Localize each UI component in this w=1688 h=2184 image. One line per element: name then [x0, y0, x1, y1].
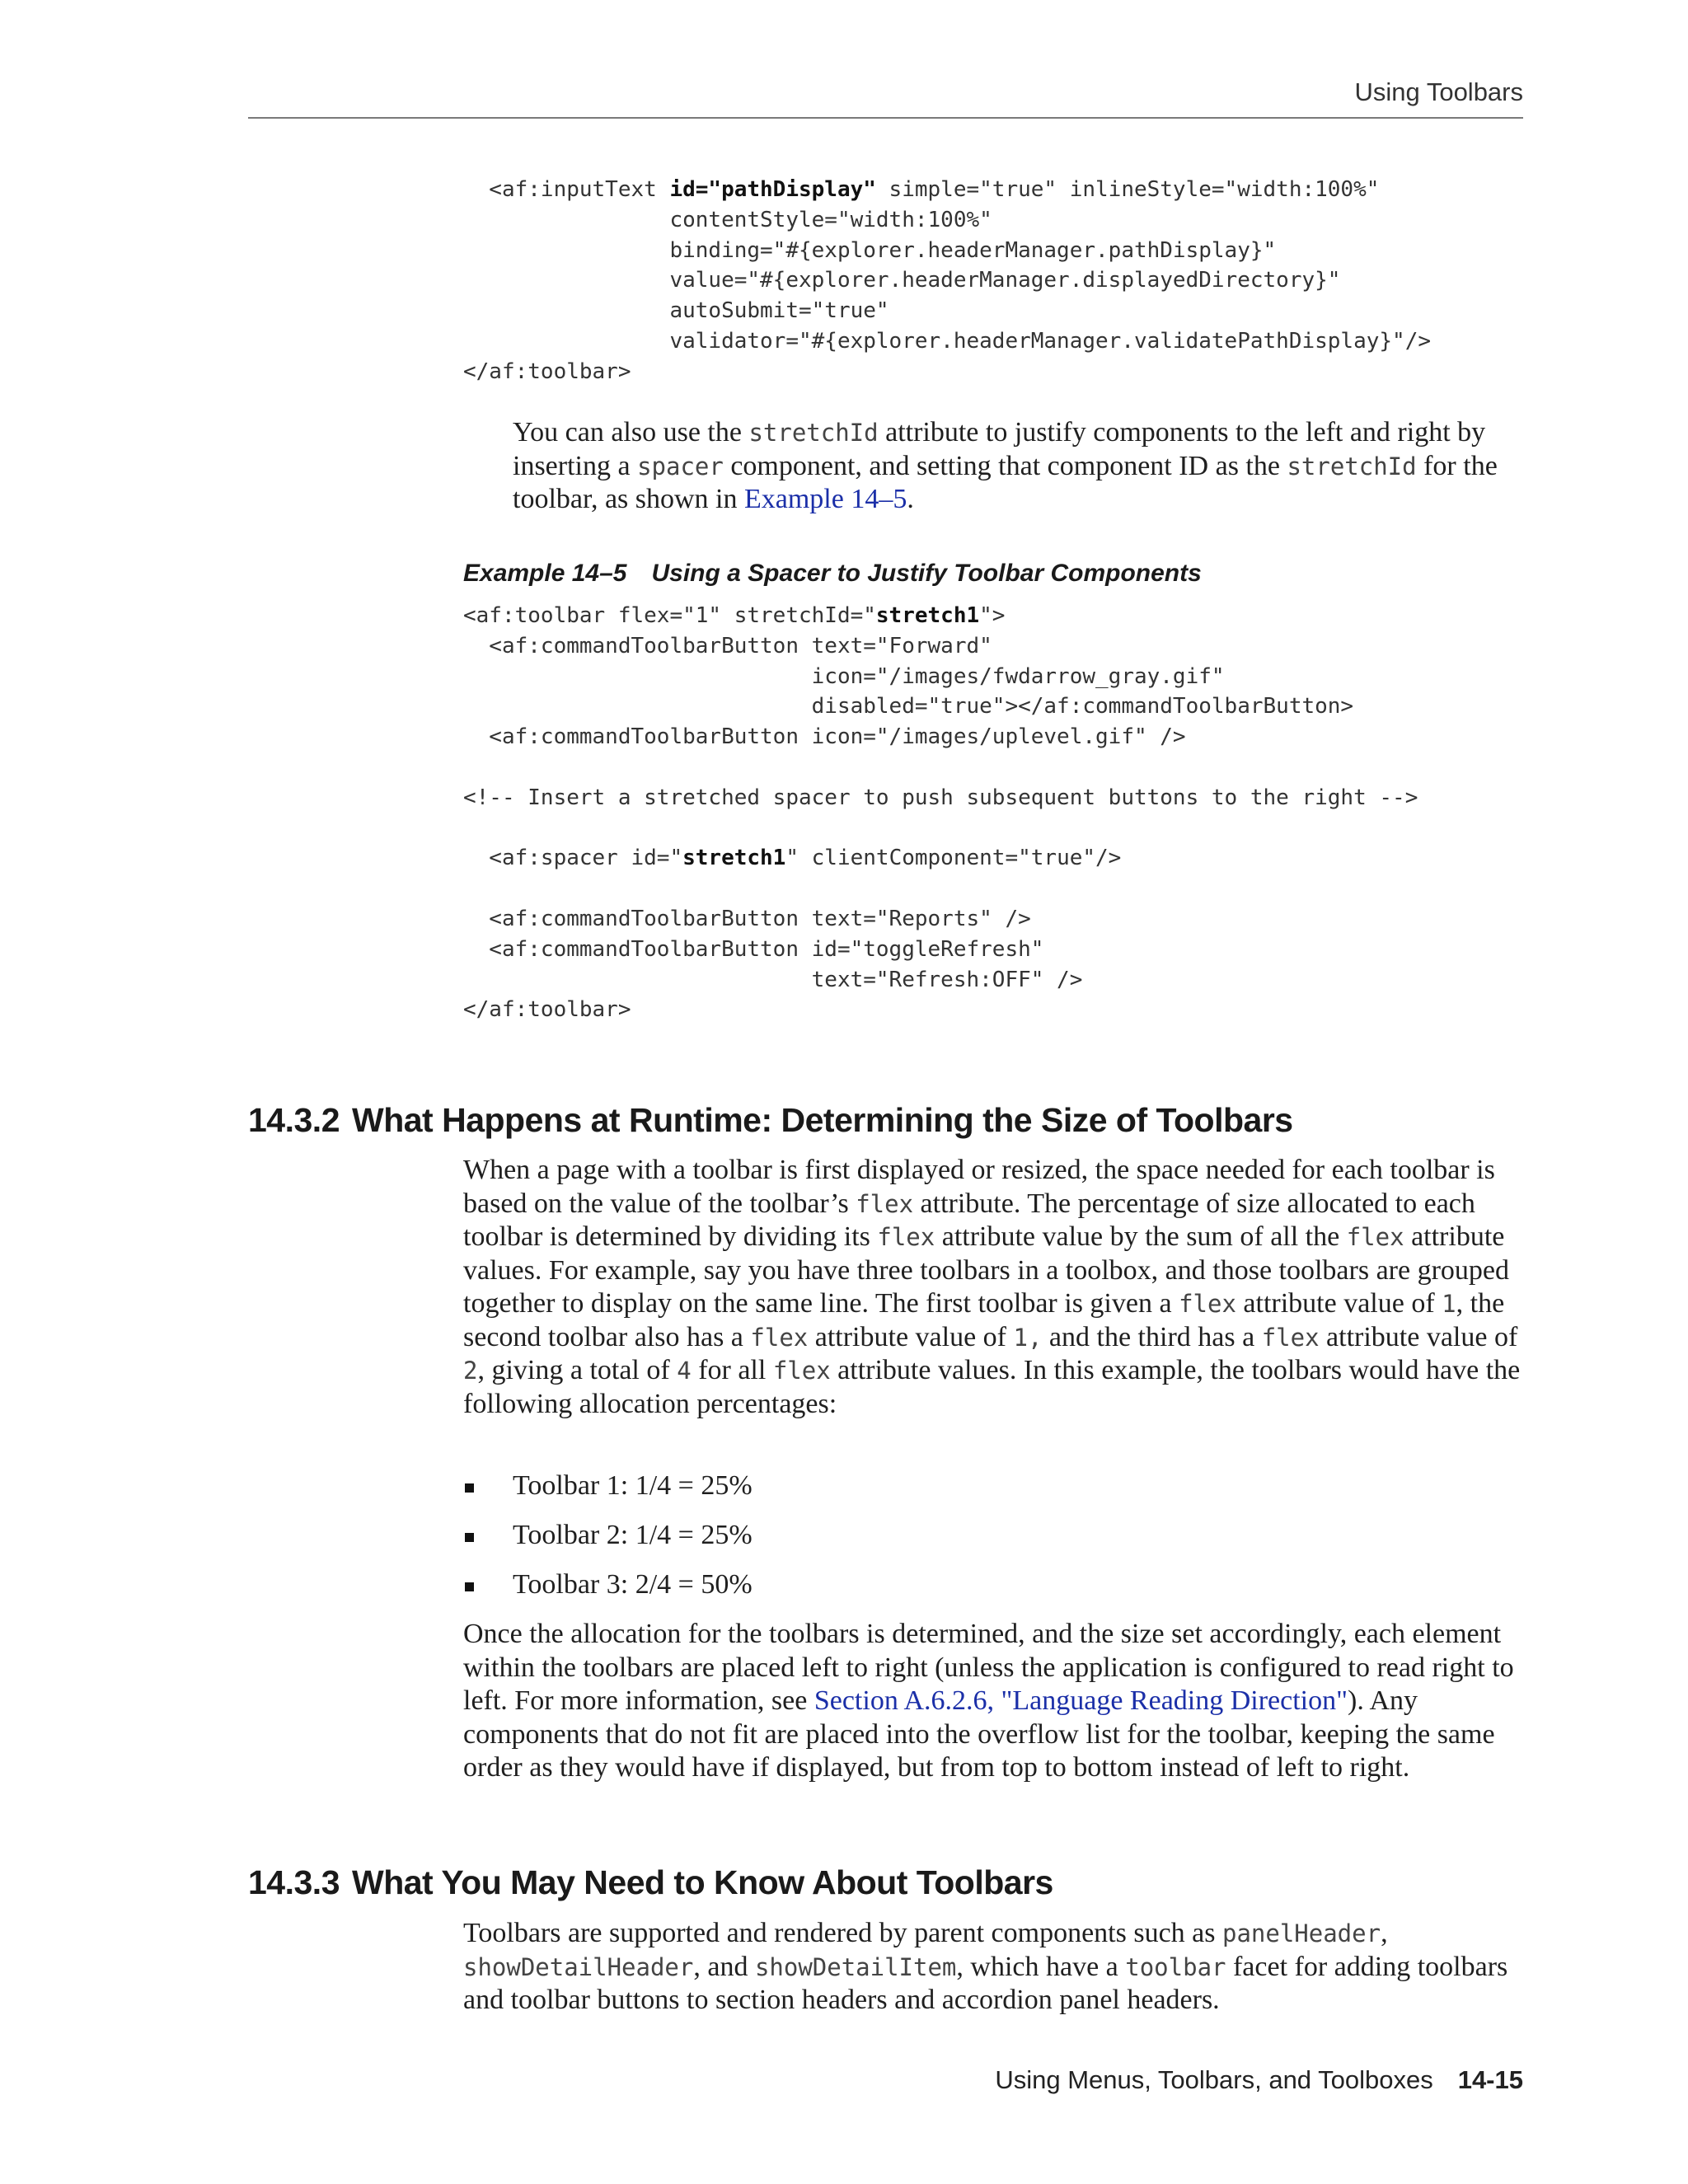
page-footer: [995, 2065, 1523, 2095]
section-title: What Happens at Runtime: Determining the Size of Toolbars: [352, 1101, 1293, 1139]
text-run: and the third has a: [1042, 1321, 1262, 1352]
code-text: icon="/images/fwdarrow_gray.gif": [463, 663, 1225, 689]
list-item: [463, 1568, 753, 1618]
code-term: stretchId: [1287, 452, 1417, 480]
code-term: stretchId: [748, 419, 879, 447]
list-item: [463, 1469, 753, 1519]
code-line: [463, 634, 992, 658]
code-text: <af:commandToolbarButton icon="/images/uplevel.gif" />: [463, 724, 1186, 750]
code-text: autoSubmit="true": [463, 298, 889, 324]
example-link[interactable]: Example 14–5: [744, 484, 907, 514]
text-run: for the toolbar, as shown in: [513, 450, 1498, 514]
code-line: [463, 937, 1043, 962]
code-line: [463, 603, 1005, 628]
code-highlight: id="pathDisplay": [669, 177, 876, 202]
code-term: spacer: [637, 452, 724, 480]
text-run: .: [907, 484, 914, 514]
code-term: 2: [463, 1357, 478, 1385]
code-text: <af:commandToolbarButton text="Forward": [463, 633, 992, 658]
code-line: [463, 268, 1340, 293]
paragraph-allocation: [463, 1618, 1526, 1785]
code-term: showDetailHeader: [463, 1952, 694, 1981]
paragraph-runtime-size: [463, 1154, 1526, 1421]
code-text: <af:toolbar flex="1" stretchId=": [463, 603, 876, 628]
code-text: contentStyle="width:100%": [463, 207, 992, 232]
text-run: facet for adding toolbars and toolbar buttons to section headers and accordion panel headers.: [463, 1951, 1508, 2015]
code-text: validator="#{explorer.headerManager.validatePathDisplay}"/>: [463, 328, 1431, 354]
code-text: disabled="true"></af:commandToolbarButton>: [463, 694, 1354, 719]
code-term: toolbar: [1125, 1952, 1226, 1981]
code-block-spacer-example: [463, 601, 1418, 1025]
page-number: 14-15: [1457, 2065, 1523, 2094]
text-run: attribute. The percentage of size allocated to each toolbar is determined by dividing its: [463, 1188, 1475, 1252]
code-text: binding="#{explorer.headerManager.pathDisplay}": [463, 237, 1277, 263]
text-run: attribute value of: [808, 1321, 1014, 1352]
paragraph-toolbars-support: [463, 1917, 1526, 2018]
code-text: </af:toolbar>: [463, 997, 631, 1023]
code-text: <af:inputText: [463, 177, 670, 202]
code-text: <af:spacer id=": [463, 846, 683, 871]
code-line: [463, 664, 1225, 689]
code-line: [463, 359, 631, 384]
code-line: [463, 177, 1379, 202]
text-run: , which have a: [956, 1951, 1126, 1982]
code-line: [463, 694, 1353, 719]
code-term: 1,: [1013, 1323, 1043, 1352]
section-link[interactable]: Section A.6.2.6, "Language Reading Direction": [814, 1685, 1348, 1716]
code-line: [463, 208, 992, 232]
paragraph-stretchid: [513, 416, 1526, 517]
code-block-inputtext: [463, 175, 1431, 387]
allocation-bullet-list: [463, 1469, 753, 1618]
code-term: flex: [856, 1189, 914, 1218]
text-run: Toolbars are supported and rendered by parent components such as: [463, 1918, 1222, 1948]
section-title: What You May Need to Know About Toolbars: [352, 1863, 1053, 1901]
text-run: attribute values. For example, say you have three toolbars in a toolbox, and those toolbars are grouped together to display on the same line. The first toolbar is given a: [463, 1221, 1509, 1319]
code-term: panelHeader: [1222, 1919, 1381, 1947]
running-header: [248, 73, 1523, 119]
running-header-title: Using Toolbars: [1354, 77, 1523, 106]
example-title: Using a Spacer to Justify Toolbar Components: [651, 560, 1202, 587]
text-run: attribute value of: [1319, 1321, 1518, 1352]
code-line: [463, 968, 1082, 992]
text-run: component, and setting that component ID as the: [723, 450, 1287, 481]
section-number: 14.3.3: [248, 1863, 340, 1901]
code-term: flex: [1179, 1290, 1236, 1318]
example-caption: [463, 560, 1202, 588]
code-line: [463, 329, 1431, 354]
code-text: <af:commandToolbarButton text="Reports" />: [463, 906, 1031, 931]
text-run: , giving a total of: [477, 1355, 678, 1385]
section-number: 14.3.2: [248, 1101, 340, 1139]
code-line: [463, 997, 631, 1022]
text-run: You can also use the: [513, 417, 749, 448]
code-term: flex: [1261, 1323, 1320, 1352]
list-item-text: Toolbar 2: 1/4 = 25%: [513, 1520, 753, 1550]
example-number: Example 14–5: [463, 560, 627, 587]
code-term: flex: [1346, 1223, 1404, 1251]
code-text: ">: [979, 603, 1006, 628]
text-run: ,: [1381, 1918, 1388, 1948]
code-term: 4: [677, 1357, 692, 1385]
code-line: [463, 785, 1418, 810]
text-run: Once the allocation for the toolbars is determined, and the size set accordingly, each element within the toolbars are placed left to right (unless the application is configured to read right to left. For more information, see: [463, 1619, 1514, 1716]
text-run: ). Any components that do not fit are placed into the overflow list for the toolbar, keeping the same order as they would have if displayed, but from top to bottom instead of left to right.: [463, 1685, 1495, 1783]
list-item-text: Toolbar 3: 2/4 = 50%: [513, 1569, 753, 1600]
code-highlight: stretch1: [682, 846, 786, 871]
code-line: [463, 298, 889, 323]
code-text: </af:toolbar>: [463, 359, 631, 384]
section-heading-14-3-2: [248, 1101, 1293, 1140]
text-run: attribute value of: [1236, 1288, 1442, 1319]
code-text: text="Refresh:OFF" />: [463, 967, 1083, 992]
code-term: showDetailItem: [754, 1952, 957, 1981]
code-text: <af:commandToolbarButton id="toggleRefresh": [463, 936, 1044, 962]
text-run: attribute values. In this example, the toolbars would have the following allocation percentages:: [463, 1355, 1521, 1419]
text-run: attribute value by the sum of all the: [935, 1221, 1347, 1252]
text-run: attribute to justify components to the left and right by inserting a: [513, 417, 1486, 481]
code-text: <!-- Insert a stretched spacer to push subsequent buttons to the right -->: [463, 785, 1418, 810]
code-term: 1: [1442, 1290, 1456, 1318]
text-run: When a page with a toolbar is first displayed or resized, the space needed for each toolbar is based on the value of the toolbar’s: [463, 1155, 1495, 1219]
code-text: value="#{explorer.headerManager.displayedDirectory}": [463, 268, 1341, 293]
section-heading-14-3-3: [248, 1863, 1053, 1902]
text-run: for all: [691, 1355, 773, 1385]
code-text: " clientComponent="true"/>: [785, 846, 1122, 871]
code-term: flex: [877, 1223, 935, 1251]
code-text: simple="true" inlineStyle="width:100%": [875, 177, 1380, 202]
code-term: flex: [772, 1357, 831, 1385]
code-line: [463, 724, 1186, 749]
code-line: [463, 907, 1031, 931]
code-line: [463, 846, 1121, 870]
square-bullet-icon: [465, 1582, 474, 1591]
list-item-text: Toolbar 1: 1/4 = 25%: [513, 1470, 753, 1501]
footer-title: Using Menus, Toolbars, and Toolboxes: [995, 2065, 1433, 2094]
square-bullet-icon: [465, 1533, 474, 1542]
square-bullet-icon: [465, 1483, 474, 1493]
code-term: flex: [750, 1323, 809, 1352]
code-highlight: stretch1: [875, 603, 980, 628]
text-run: , and: [693, 1951, 755, 1982]
list-item: [463, 1519, 753, 1568]
code-line: [463, 238, 1276, 263]
text-run: , the second toolbar also has a: [463, 1288, 1505, 1352]
